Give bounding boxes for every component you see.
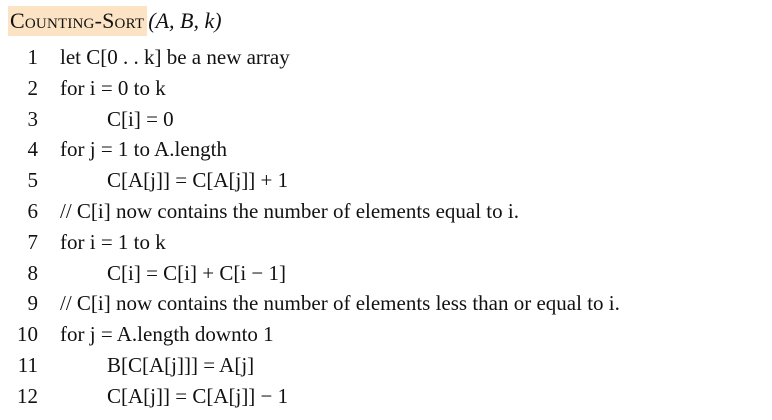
line-number: 7 [27, 229, 38, 254]
line-number: 1 [27, 45, 38, 69]
code-line [0, 42, 772, 73]
line-text: let C[0 . . k] be a new array [60, 45, 290, 69]
line-number: 6 [27, 198, 38, 223]
line-number: 3 [27, 106, 38, 131]
line-text: for j = 1 to A.length [60, 137, 227, 162]
line-number: 11 [17, 352, 38, 377]
line-text: C[i] = 0 [107, 106, 174, 131]
line-number: 4 [27, 137, 38, 162]
code-line [0, 134, 772, 165]
line-number: 10 [17, 322, 38, 347]
code-line [0, 288, 772, 319]
code-line [0, 350, 772, 381]
line-text: for j = A.length downto 1 [60, 322, 274, 347]
line-text: B[C[A[j]]] = A[j] [107, 352, 255, 377]
code-line [0, 258, 772, 289]
procedure-arguments: (A, B, k) [148, 8, 222, 33]
line-text: C[A[j]] = C[A[j]] + 1 [107, 168, 289, 193]
procedure-name: Counting-Sort [8, 6, 147, 36]
line-number: 12 [17, 383, 38, 408]
pseudocode-listing [0, 42, 772, 412]
line-number: 2 [27, 75, 38, 100]
code-line [0, 73, 772, 104]
code-line [0, 196, 772, 227]
line-text: for i = 1 to k [60, 229, 166, 254]
line-number: 9 [27, 291, 38, 316]
code-line [0, 104, 772, 135]
comment-text: // C[i] now contains the number of elements less than or equal to i. [60, 291, 620, 316]
line-text: C[A[j]] = C[A[j]] − 1 [107, 383, 289, 408]
code-line [0, 165, 772, 196]
code-line [0, 319, 772, 350]
comment-text: // C[i] now contains the number of elements equal to i. [60, 198, 519, 223]
line-text: for i = 0 to k [60, 75, 166, 100]
procedure-header [8, 6, 222, 36]
line-number: 8 [27, 260, 38, 285]
code-line [0, 381, 772, 412]
line-number: 5 [27, 168, 38, 193]
code-line [0, 227, 772, 258]
line-text: C[i] = C[i] + C[i − 1] [107, 260, 287, 285]
